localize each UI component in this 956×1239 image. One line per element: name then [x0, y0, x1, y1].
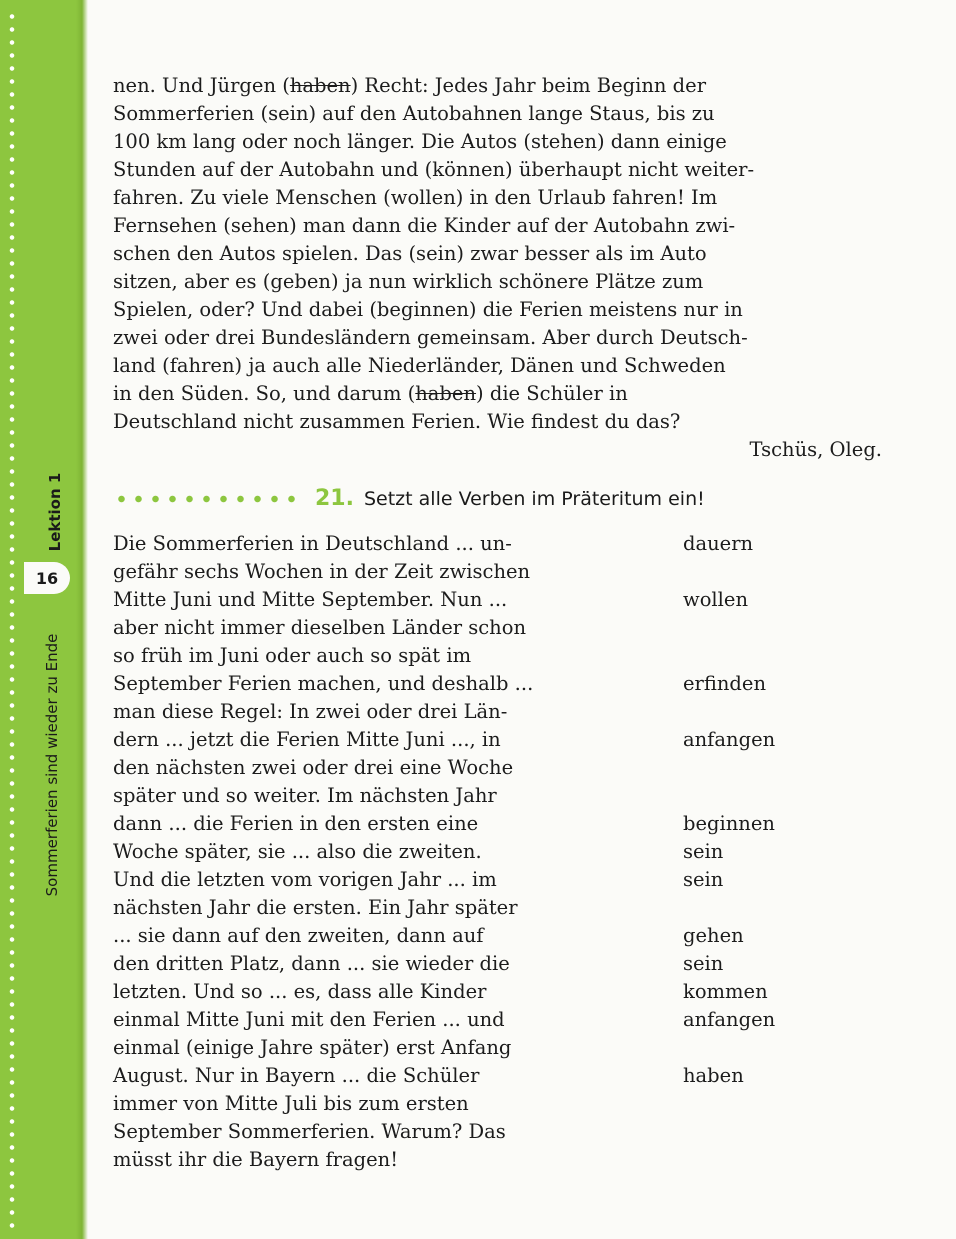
verb-hint: gehen — [683, 924, 744, 947]
exercise-line: den dritten Platz, dann ... sie wieder die — [113, 952, 510, 975]
verb-slot-empty — [683, 558, 775, 586]
struck-verb: haben — [289, 74, 351, 97]
exercise-line: man diese Regel: In zwei oder drei Län- — [113, 700, 508, 723]
exercise-line: September Sommerferien. Warum? Das — [113, 1120, 506, 1143]
verb-hint: anfangen — [683, 728, 776, 751]
decorative-dots — [113, 494, 303, 504]
struck-verb: haben — [415, 382, 477, 405]
exercise-line: dern ... jetzt die Ferien Mitte Juni ..., in — [113, 728, 501, 751]
verb-slot-empty — [683, 894, 775, 922]
exercise-line: August. Nur in Bayern ... die Schüler — [113, 1064, 480, 1087]
exercise-line: letzten. Und so ... es, dass alle Kinder — [113, 980, 487, 1003]
verb-slot-empty — [683, 782, 775, 810]
exercise-instruction: Setzt alle Verben im Präteritum ein! — [363, 488, 705, 510]
letter-line: Fernsehen (sehen) man dann die Kinder auf der Autobahn zwi- — [113, 214, 736, 237]
letter-line: nen. Und Jürgen (haben) Recht: Jedes Jahr beim Beginn der — [113, 74, 707, 97]
exercise-line: gefähr sechs Wochen in der Zeit zwischen — [113, 560, 531, 583]
page-number: 16 — [24, 562, 70, 594]
verb-slot-empty — [683, 754, 775, 782]
exercise-line: immer von Mitte Juli bis zum ersten — [113, 1092, 469, 1115]
verb-hint: erfinden — [683, 672, 767, 695]
exercise-line: dann ... die Ferien in den ersten eine — [113, 812, 479, 835]
letter-line: land (fahren) ja auch alle Niederländer, Dänen und Schweden — [113, 354, 726, 377]
letter-line: Deutschland nicht zusammen Ferien. Wie findest du das? — [113, 410, 681, 433]
letter-line: in den Süden. So, und darum (haben) die Schüler in — [113, 382, 628, 405]
letter-line: zwei oder drei Bundesländern gemeinsam. Aber durch Deutsch- — [113, 326, 748, 349]
exercise-line: aber nicht immer dieselben Länder schon — [113, 616, 527, 639]
exercise-header — [113, 486, 705, 511]
verb-hint: anfangen — [683, 1008, 776, 1031]
letter-text — [113, 72, 888, 436]
sidebar-dots — [8, 10, 16, 1230]
lesson-label: Lektion 1 — [46, 472, 64, 552]
letter-line: Stunden auf der Autobahn und (können) überhaupt nicht weiter- — [113, 158, 755, 181]
letter-line: Sommerferien (sein) auf den Autobahnen lange Staus, bis zu — [113, 102, 715, 125]
verb-hint: sein — [683, 868, 724, 891]
exercise-line: Die Sommerferien in Deutschland ... un- — [113, 532, 512, 555]
exercise-line: ... sie dann auf den zweiten, dann auf — [113, 924, 484, 947]
sidebar — [0, 0, 82, 1239]
theme-label: Sommerferien sind wieder zu Ende — [43, 633, 61, 897]
exercise-line: September Ferien machen, und deshalb ... — [113, 672, 534, 695]
exercise-line: Und die letzten vom vorigen Jahr ... im — [113, 868, 497, 891]
verb-hint: dauern — [683, 532, 754, 555]
verb-hint: beginnen — [683, 812, 775, 835]
exercise-line: so früh im Juni oder auch so spät im — [113, 644, 472, 667]
exercise-line: Mitte Juni und Mitte September. Nun ... — [113, 588, 508, 611]
exercise-text — [113, 530, 613, 1174]
verb-slot-empty — [683, 642, 775, 670]
verb-hint: sein — [683, 840, 724, 863]
verb-column — [683, 530, 775, 1090]
verb-slot-empty — [683, 1034, 775, 1062]
letter-line: fahren. Zu viele Menschen (wollen) in den Urlaub fahren! Im — [113, 186, 718, 209]
letter-line: schen den Autos spielen. Das (sein) zwar besser als im Auto — [113, 242, 707, 265]
exercise-line: den nächsten zwei oder drei eine Woche — [113, 756, 514, 779]
exercise-number: 21. — [315, 486, 354, 511]
verb-slot-empty — [683, 698, 775, 726]
exercise-line: später und so weiter. Im nächsten Jahr — [113, 784, 497, 807]
letter-line: Spielen, oder? Und dabei (beginnen) die Ferien meistens nur in — [113, 298, 743, 321]
letter-line: 100 km lang oder noch länger. Die Autos (stehen) dann einige — [113, 130, 727, 153]
verb-slot-empty — [683, 614, 775, 642]
exercise-line: einmal Mitte Juni mit den Ferien ... und — [113, 1008, 505, 1031]
letter-signoff: Tschüs, Oleg. — [749, 438, 882, 461]
verb-hint: kommen — [683, 980, 768, 1003]
sidebar-edge — [76, 0, 88, 1239]
exercise-line: Woche später, sie ... also die zweiten. — [113, 840, 482, 863]
verb-hint: haben — [683, 1064, 744, 1087]
exercise-line: müsst ihr die Bayern fragen! — [113, 1148, 399, 1171]
exercise-line: nächsten Jahr die ersten. Ein Jahr später — [113, 896, 518, 919]
verb-hint: sein — [683, 952, 724, 975]
letter-line: sitzen, aber es (geben) ja nun wirklich schönere Plätze zum — [113, 270, 704, 293]
exercise-line: einmal (einige Jahre später) erst Anfang — [113, 1036, 512, 1059]
verb-hint: wollen — [683, 588, 749, 611]
